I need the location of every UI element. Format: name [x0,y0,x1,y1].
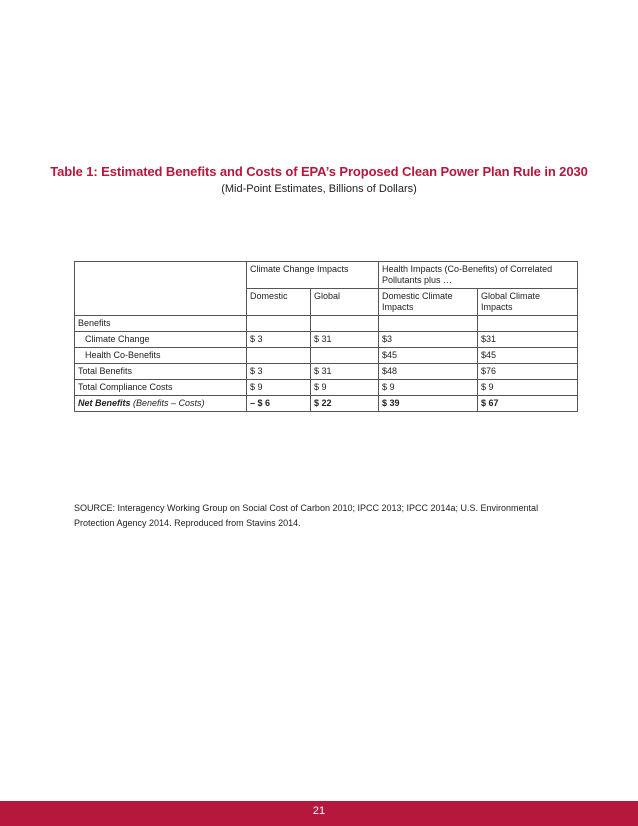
table-cell: $3 [379,332,478,348]
table-row [75,348,578,364]
table-cell: $45 [379,348,478,364]
table-cell: $76 [478,364,578,380]
table-row [75,380,578,396]
net-benefits-label: Net Benefits [78,398,131,408]
table-subtitle: (Mid-Point Estimates, Billions of Dollars) [221,183,417,195]
table-cell [311,348,379,364]
table-cell: $ 3 [247,332,311,348]
net-benefits-row [75,396,578,412]
table-cell: $ 3 [247,364,311,380]
table-row [75,332,578,348]
subheader-global-climate-impacts: Global Climate Impacts [478,289,578,316]
table-cell: $ 9 [379,380,478,396]
table-cell: $ 9 [478,380,578,396]
page-number: 21 [312,805,326,817]
table-cell: $31 [478,332,578,348]
row-label-net-benefits [75,396,247,412]
table-cell: $ 22 [311,396,379,412]
header-climate-change-impacts: Climate Change Impacts [247,262,379,289]
row-label: Climate Change [75,332,247,348]
section-label-benefits: Benefits [75,316,247,332]
source-note: SOURCE: Interagency Working Group on Social Cost of Carbon 2010; IPCC 2013; IPCC 2014a; U.S. Environmental Protection Agency 2014. Reproduced from Stavins 2014. [74,503,539,528]
table-cell: $48 [379,364,478,380]
table-cell: $ 39 [379,396,478,412]
table-cell: $ 9 [311,380,379,396]
table-cell: $ 31 [311,364,379,380]
net-benefits-formula: (Benefits – Costs) [130,398,205,408]
header-health-impacts: Health Impacts (Co-Benefits) of Correlated Pollutants plus … [379,262,578,289]
table-cell: $ 67 [478,396,578,412]
table-header-row [75,262,578,289]
subheader-domestic: Domestic [247,289,311,316]
table-cell: $ 31 [311,332,379,348]
row-label: Total Benefits [75,364,247,380]
table-cell [247,348,311,364]
table-cell: – $ 6 [247,396,311,412]
table-row [75,316,578,332]
header-empty-cell [75,262,247,316]
row-label: Total Compliance Costs [75,380,247,396]
table-cell: $45 [478,348,578,364]
subheader-global: Global [311,289,379,316]
table-row [75,364,578,380]
benefits-costs-table [74,261,578,412]
subheader-domestic-climate-impacts: Domestic Climate Impacts [379,289,478,316]
table-title: Table 1: Estimated Benefits and Costs of EPA’s Proposed Clean Power Plan Rule in 2030 [50,164,588,179]
row-label: Health Co-Benefits [75,348,247,364]
table-cell: $ 9 [247,380,311,396]
